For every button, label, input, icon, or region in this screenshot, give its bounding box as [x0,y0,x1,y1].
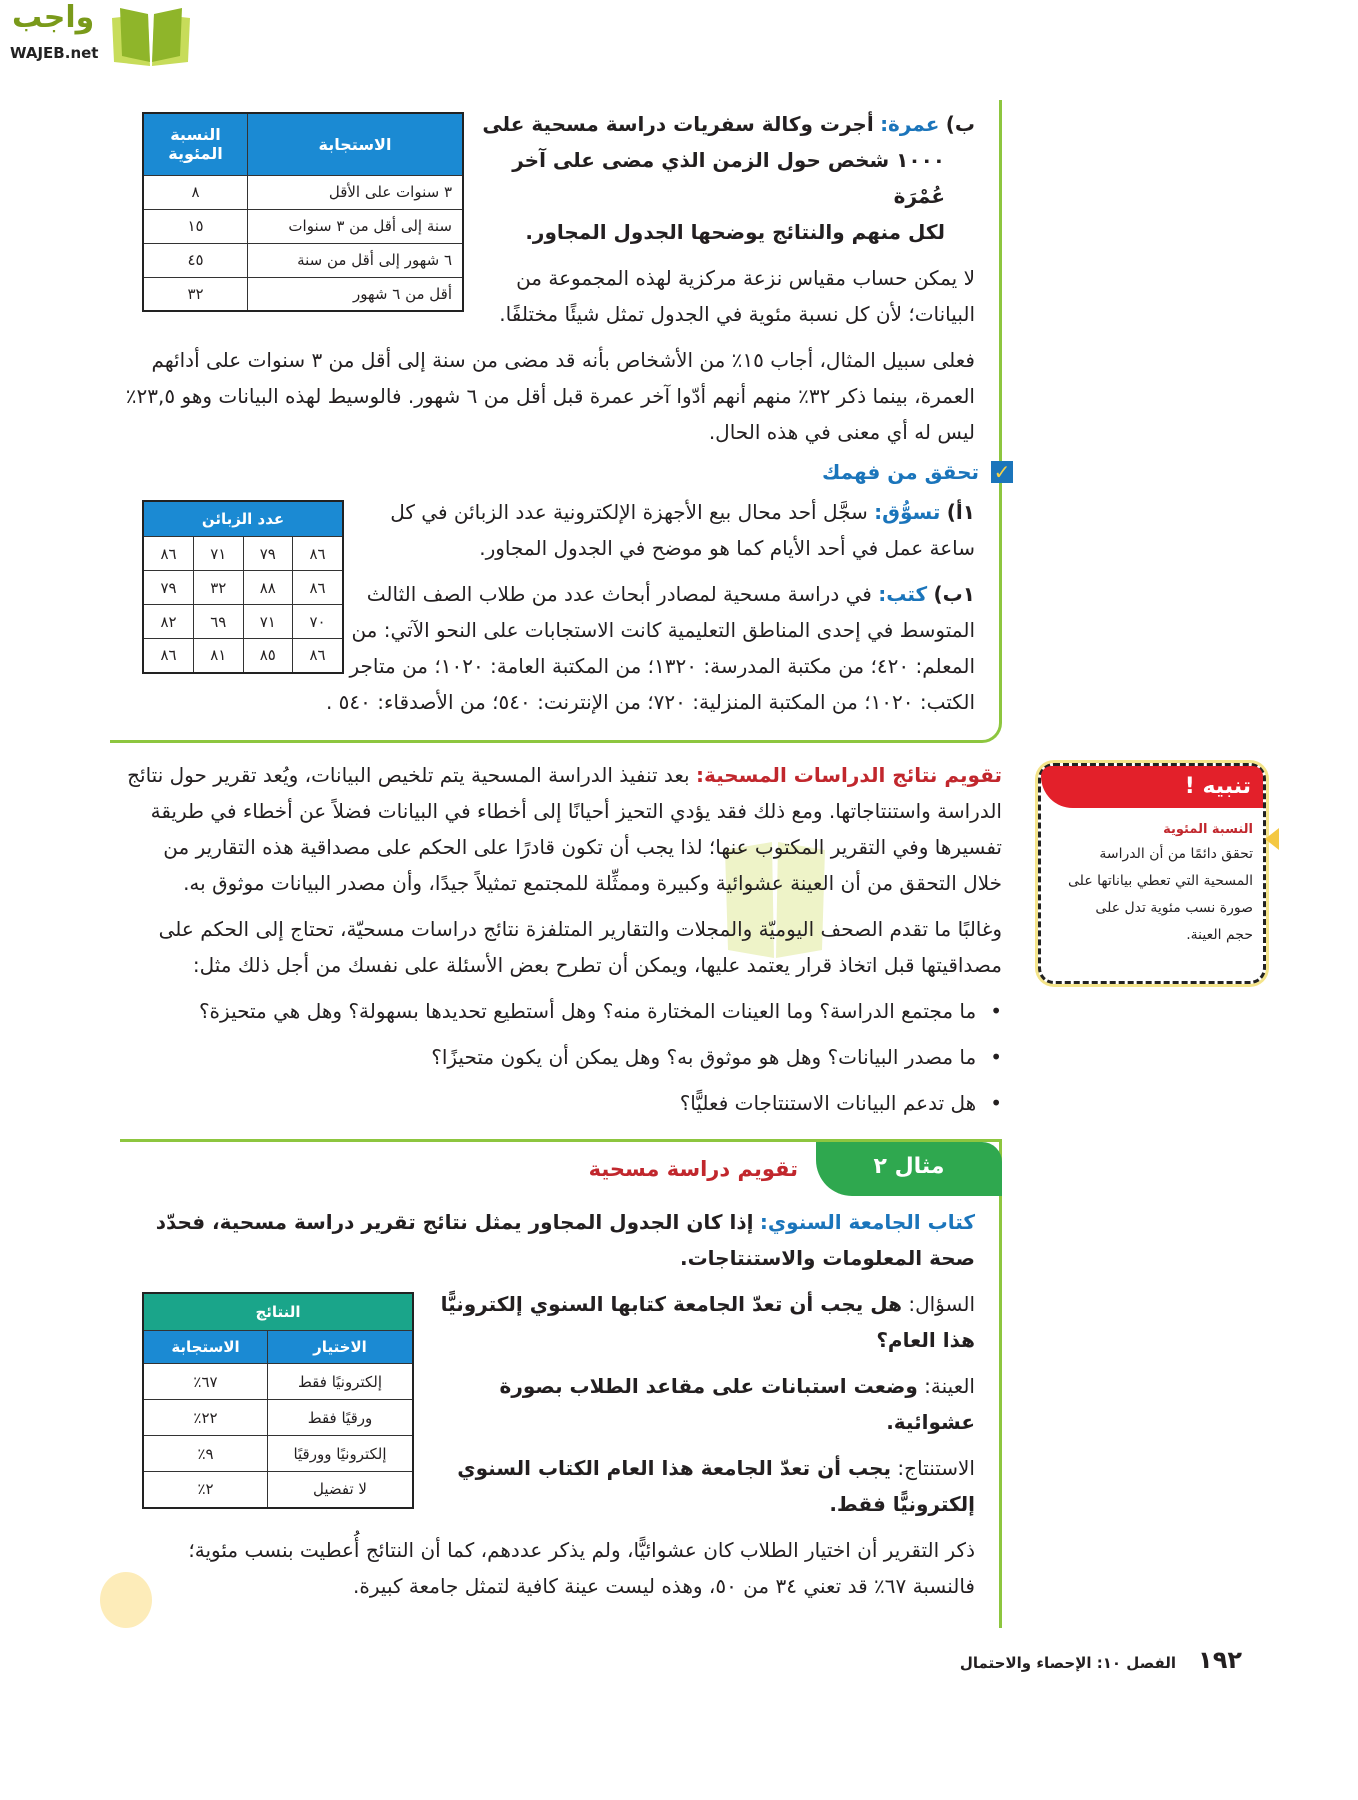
table-row: لا تفضيل ٢٪ [143,1472,413,1508]
part-b: ب) عمرة: أجرت وكالة سفريات دراسة مسحية على ١٠٠٠ شخص حول الزمن الذي مضى على آخر عُمْرَة لكل منهم والنتائج يوضحها الجدول المجاور. [482,112,975,244]
pointer-icon [1265,828,1279,850]
example-title: تقويم دراسة مسحية [588,1157,798,1181]
bullet-item: • ما مصدر البيانات؟ وهل هو موثوق به؟ وهل يمكن أن يكون متحيزًا؟ [120,1039,1002,1075]
section-part-b-and-check [110,100,1011,743]
part-b-explanation: فعلى سبيل المثال، أجاب ١٥٪ من الأشخاص بأنه قد مضى من سنة إلى أقل من ٣ سنوات على أدائهم العمرة، بينما ذكر ٣٢٪ منهم أنهم أدّوا آخر عمرة قبل أقل من ٦ شهور. فالوسيط لهذه البيانات وهو ٢٣,٥٪ ليس له أي معنى في هذه الحال. [125,348,975,444]
example-section [110,1139,1002,1628]
col-header-choice: الاختيار [268,1331,414,1364]
col-header-percent: النسبة المئوية [143,113,248,175]
example-conclusion: الاستنتاج: يجب أن تعدّ الجامعة هذا العام الكتاب السنوي إلكترونيًّا فقط. [457,1456,975,1516]
table-row: ٦ شهور إلى أقل من سنة ٤٥ [143,243,463,277]
table-row: ٧٠ ٧١ ٦٩ ٨٢ [143,605,343,639]
page-number: ١٩٢ [1198,1646,1242,1674]
warning-subtitle: النسبة المئوية [1163,822,1253,837]
col-header-response: الاستجابة [248,113,464,175]
logo-latin: WAJEB.net [10,44,99,62]
warning-text: تحقق دائمًا من أن الدراسة المسحية التي تعطي بياناتها على صورة نسب مئوية تدل على حجم العينة. [1068,846,1253,943]
side-logo-icon [100,1572,152,1628]
table-row: ورقيًا فقط ٢٢٪ [143,1400,413,1436]
bullet-item: • ما مجتمع الدراسة؟ وما العينات المختارة منه؟ وهل أستطيع تحديدها بسهولة؟ وهل هي متحيزة؟ [120,993,1002,1029]
example-intro: كتاب الجامعة السنوي: إذا كان الجدول المجاور يمثل نتائج تقرير دراسة مسحية، فحدّد صحة المعلومات والاستنتاجات. [155,1210,975,1270]
customers-header: عدد الزبائن [143,501,343,537]
table-row: سنة إلى أقل من ٣ سنوات ١٥ [143,209,463,243]
results-title: النتائج [143,1293,413,1331]
table-row: أقل من ٦ شهور ٣٢ [143,277,463,311]
logo-arabic: واجب [12,0,95,35]
table-row: إلكترونيًا فقط ٦٧٪ [143,1364,413,1400]
customers-table [142,500,344,674]
check-heading: تحقق من فهمك [822,460,979,484]
example-answer: ذكر التقرير أن اختيار الطلاب كان عشوائيًّا، ولم يذكر عددهم، كما أن النتائج أُعطيت بنسب مئوية؛ فالنسبة ٦٧٪ قد تعني ٣٤ من ٥٠، وهذه ليست عينة كافية لتمثل جامعة كبيرة. [188,1538,975,1598]
table-row: ٨٦ ٨٨ ٣٢ ٧٩ [143,571,343,605]
warning-title: تنبيه ! [1041,766,1263,808]
check-heading-row [120,460,1013,484]
table-row: ٨٦ ٧٩ ٧١ ٨٦ [143,537,343,571]
umrah-table [142,112,464,312]
chapter-label: الفصل ١٠: الإحصاء والاحتمال [959,1654,1177,1672]
bullet-item: • هل تدعم البيانات الاستنتاجات فعليًّا؟ [120,1085,1002,1121]
label-umrah: عمرة: [880,112,940,136]
warning-box [1038,763,1266,984]
table-row: ٣ سنوات على الأقل ٨ [143,175,463,209]
results-table [142,1292,414,1509]
evaluation-paragraph-2: وغالبًا ما تقدم الصحف اليوميّة والمجلات والتقارير المتلفزة نتائج دراسات مسحيّة، تحتاج إلى الحكم على مصداقيتها قبل اتخاذ قرار يعتمد عليها، ويمكن أن تطرح بعض الأسئلة على نفسك من أجل ذلك مثل: [158,917,1002,977]
checkbox-icon: ✓ [991,461,1013,483]
evaluation-paragraph: تقويم نتائج الدراسات المسحية: بعد تنفيذ الدراسة المسحية يتم تلخيص البيانات، ويُعد تقرير حول نتائج الدراسة واستنتاجاتها. ومع ذلك فقد يؤدي التحيز أحيانًا إلى أخطاء في البيانات فضلاً عن أخطاء في طريقة تفسيرها وفي التقرير المكتوب عنها؛ لذا يجب أن تكون قادرًا على الحكم على مصداقية هذه التقارير من خلال التحقق من أن العينة عشوائية وكبيرة وممثِّلة للمجتمع تمثيلاً جيدًا، وأن مصدر البيانات موثوق به. [127,763,1002,895]
table-row: إلكترونيًا وورقيًا ٩٪ [143,1436,413,1472]
col-header-response: الاستجابة [143,1331,268,1364]
wajeb-logo[interactable] [8,0,193,68]
example-question: السؤال: هل يجب أن تعدّ الجامعة كتابها السنوي إلكترونيًّا هذا العام؟ [440,1292,975,1352]
evaluation-section [110,743,1253,1139]
exercise-1a: ١أ) تسوُّق: سجَّل أحد محال بيع الأجهزة الإلكترونية عدد الزبائن في كل ساعة عمل في أحد الأيام كما هو موضح في الجدول المجاور. [390,500,975,560]
part-b-answer: لا يمكن حساب مقياس نزعة مركزية لهذه المجموعة من البيانات؛ لأن كل نسبة مئوية في الجدول تمثل شيئًا مختلفًا. [499,266,975,326]
footer [110,1646,1242,1674]
table-row: ٨٦ ٨٥ ٨١ ٨٦ [143,639,343,673]
book-icon [108,4,194,68]
example-sample: العينة: وضعت استبانات على مقاعد الطلاب بصورة عشوائية. [499,1374,975,1434]
exercise-1b: ١ب) كتب: في دراسة مسحية لمصادر أبحاث عدد من طلاب الصف الثالث المتوسط في إحدى المناطق التعليمية كانت الاستجابات على النحو الآتي: من المعلم: ٤٢٠؛ من مكتبة المدرسة: ١٣٢٠؛ من المكتبة العامة: ١٠٢٠؛ من متاجر الكتب: ١٠٢٠؛ من المكتبة المنزلية: ٧٢٠؛ من الإنترنت: ٥٤٠؛ من الأصدقاء: ٥٤٠ . [325,582,975,714]
example-tab: مثال ٢ [816,1142,1002,1196]
evaluation-label: تقويم نتائج الدراسات المسحية: [695,763,1002,787]
example-header [120,1139,1002,1196]
